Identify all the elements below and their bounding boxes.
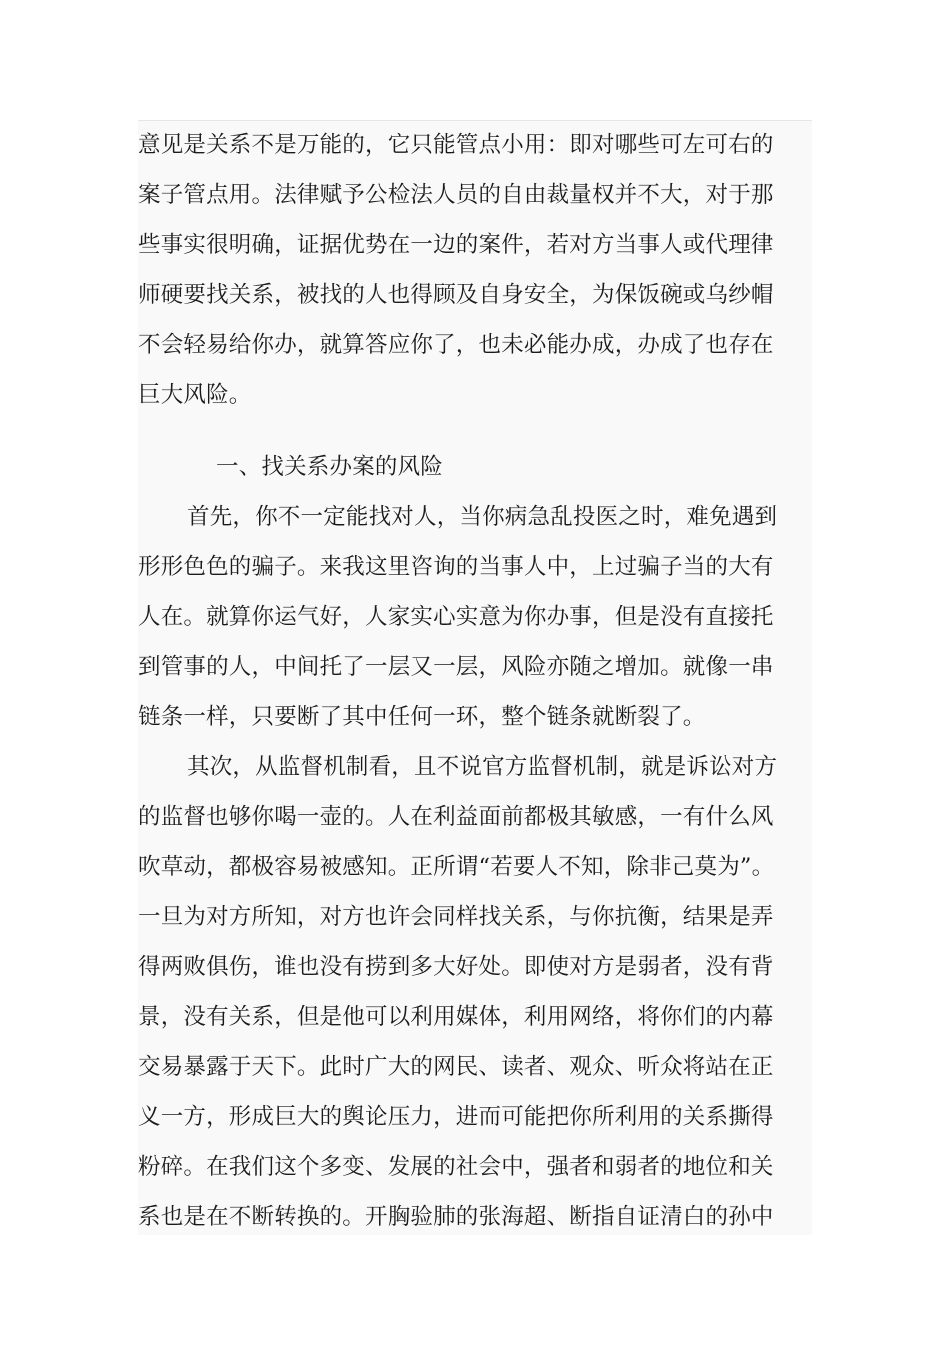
intro-line-2: 案子管点用。法律赋予公检法人员的自由裁量权并不大，对于那 [138, 182, 774, 208]
para2-line-10: 系也是在不断转换的。开胸验肺的张海超、断指自证清白的孙中 [138, 1204, 774, 1230]
para1-line-5: 链条一样，只要断了其中任何一环，整个链条就断裂了。 [138, 704, 706, 730]
para2-line-4: 一旦为对方所知，对方也许会同样找关系，与你抗衡，结果是弄 [138, 904, 774, 930]
intro-line-5: 不会轻易给你办，就算答应你了，也未必能办成，办成了也存在 [138, 332, 774, 358]
para2-line-7: 交易暴露于天下。此时广大的网民、读者、观众、听众将站在正 [138, 1054, 774, 1080]
para2-line-6: 景，没有关系，但是他可以利用媒体，利用网络，将你们的内幕 [138, 1004, 774, 1030]
intro-line-3: 些事实很明确，证据优势在一边的案件，若对方当事人或代理律 [138, 232, 774, 258]
para2-line-2: 的监督也够你喝一壶的。人在利益面前都极其敏感，一有什么风 [138, 804, 774, 830]
para2-line-8: 义一方，形成巨大的舆论压力，进而可能把你所利用的关系撕得 [138, 1104, 774, 1130]
para2-line-3: 吹草动，都极容易被感知。正所谓“若要人不知，除非己莫为”。 [138, 854, 775, 880]
para2-line-9: 粉碎。在我们这个多变、发展的社会中，强者和弱者的地位和关 [138, 1154, 774, 1180]
intro-line-4: 师硬要找关系，被找的人也得顾及自身安全，为保饭碗或乌纱帽 [138, 282, 774, 308]
section-heading: 一、找关系办案的风险 [216, 454, 444, 480]
intro-line-6: 巨大风险。 [138, 382, 252, 408]
para2-line-1: 其次，从监督机制看，且不说官方监督机制，就是诉讼对方 [187, 754, 778, 780]
intro-line-1: 意见是关系不是万能的，它只能管点小用：即对哪些可左可右的 [138, 132, 774, 158]
para1-line-2: 形形色色的骗子。来我这里咨询的当事人中，上过骗子当的大有 [138, 554, 774, 580]
para2-line-5: 得两败俱伤，谁也没有捞到多大好处。即使对方是弱者，没有背 [138, 954, 774, 980]
para1-line-4: 到管事的人，中间托了一层又一层，风险亦随之增加。就像一串 [138, 654, 774, 680]
para1-line-3: 人在。就算你运气好，人家实心实意为你办事，但是没有直接托 [138, 604, 774, 630]
para1-line-1: 首先，你不一定能找对人，当你病急乱投医之时，难免遇到 [187, 504, 778, 530]
article-body [138, 120, 812, 1235]
